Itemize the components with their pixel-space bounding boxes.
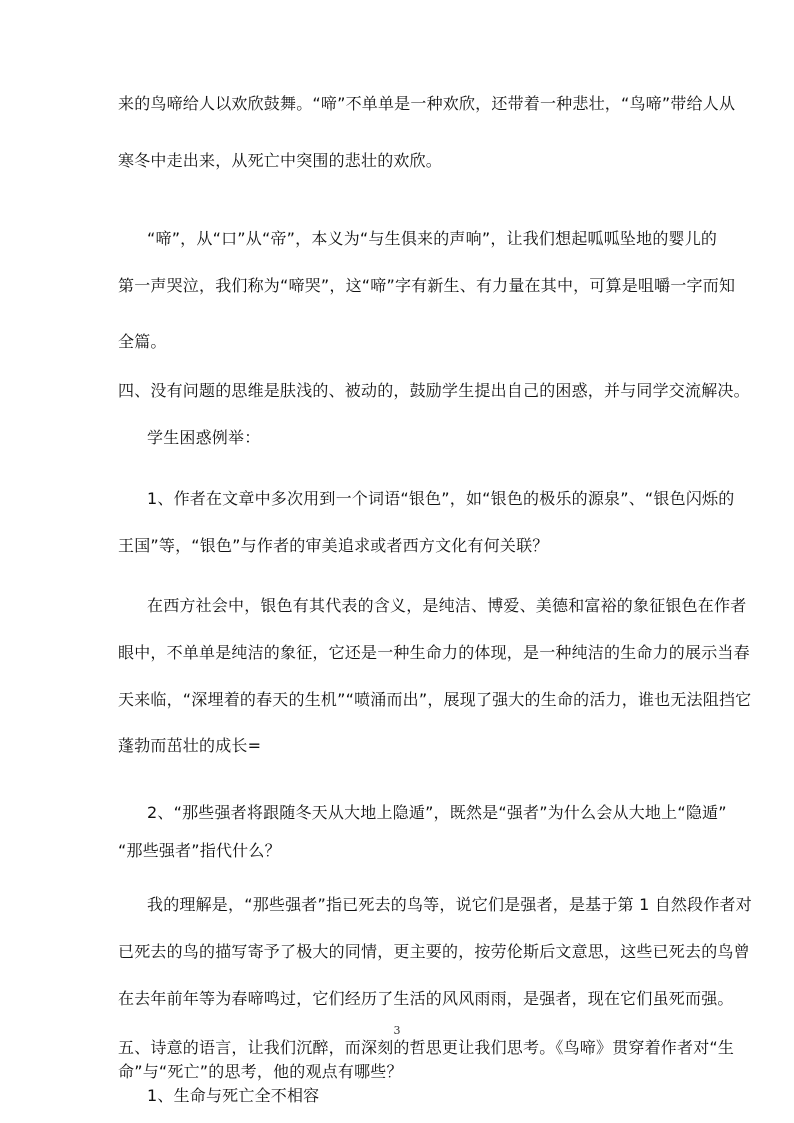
subheading: 1、生命与死亡全不相容: [147, 1086, 320, 1105]
paragraph-line: 寒冬中走出来，从死亡中突围的悲壮的欢欣。: [118, 151, 443, 170]
question-line: “那些强者”指代什么？: [118, 841, 281, 860]
answer-line: 天来临，“深埋着的春天的生机”“喷涌而出”，展现了强大的生命的活力，谁也无法阻挡它: [118, 690, 752, 709]
answer-line: 蓬勃而茁壮的成长=: [118, 736, 262, 755]
paragraph-line: 第一声哭泣，我们称为“啼哭”，这“啼”字有新生、有力量在其中，可算是咀嚼一字而知: [118, 276, 736, 295]
answer-line: 在西方社会中，银色有其代表的含义，是纯洁、博爱、美德和富裕的象征银色在作者: [147, 596, 747, 615]
section-heading: 五、诗意的语言，让我们沉醉，而深刻的哲思更让我们思考。《鸟啼》贯穿着作者对“生: [118, 1038, 735, 1057]
section-heading: 四、没有问题的思维是肤浅的、被动的，鼓励学生提出自己的困惑，并与同学交流解决。: [118, 381, 750, 400]
subheading: 学生困惑例举：: [147, 428, 261, 447]
question-line: 2、“那些强者将跟随冬天从大地上隐遁”，既然是“强者”为什么会从大地上“隐遁”: [147, 803, 727, 822]
answer-line: 我的理解是，“那些强者”指已死去的鸟等，说它们是强者，是基于第 1 自然段作者对: [147, 895, 752, 914]
answer-line: 在去年前年等为春啼鸣过，它们经历了生活的风风雨雨，是强者，现在它们虽死而强。: [118, 989, 734, 1008]
paragraph-line: 全篇。: [118, 332, 167, 351]
question-line: 王国”等，“银色”与作者的审美追求或者西方文化有何关联？: [118, 536, 549, 555]
answer-line: 已死去的鸟的描写寄予了极大的同情，更主要的，按劳伦斯后文意思，这些已死去的鸟曾: [118, 942, 750, 961]
paragraph-line: “啼”，从“口”从“帝”，本义为“与生俱来的声响”，让我们想起呱呱坠地的婴儿的: [147, 229, 718, 248]
page-number: 3: [393, 1024, 401, 1037]
answer-line: 眼中，不单单是纯洁的象征，它还是一种生命力的体现，是一种纯洁的生命力的展示当春: [118, 643, 750, 662]
question-line: 1、作者在文章中多次用到一个词语“银色”，如“银色的极乐的源泉”、“银色闪烁的: [147, 489, 735, 508]
section-heading: 命”与“死亡”的思考，他的观点有哪些？: [118, 1062, 403, 1081]
paragraph-line: 来的鸟啼给人以欢欣鼓舞。“啼”不单单是一种欢欣，还带着一种悲壮，“鸟啼”带给人从: [118, 94, 736, 113]
